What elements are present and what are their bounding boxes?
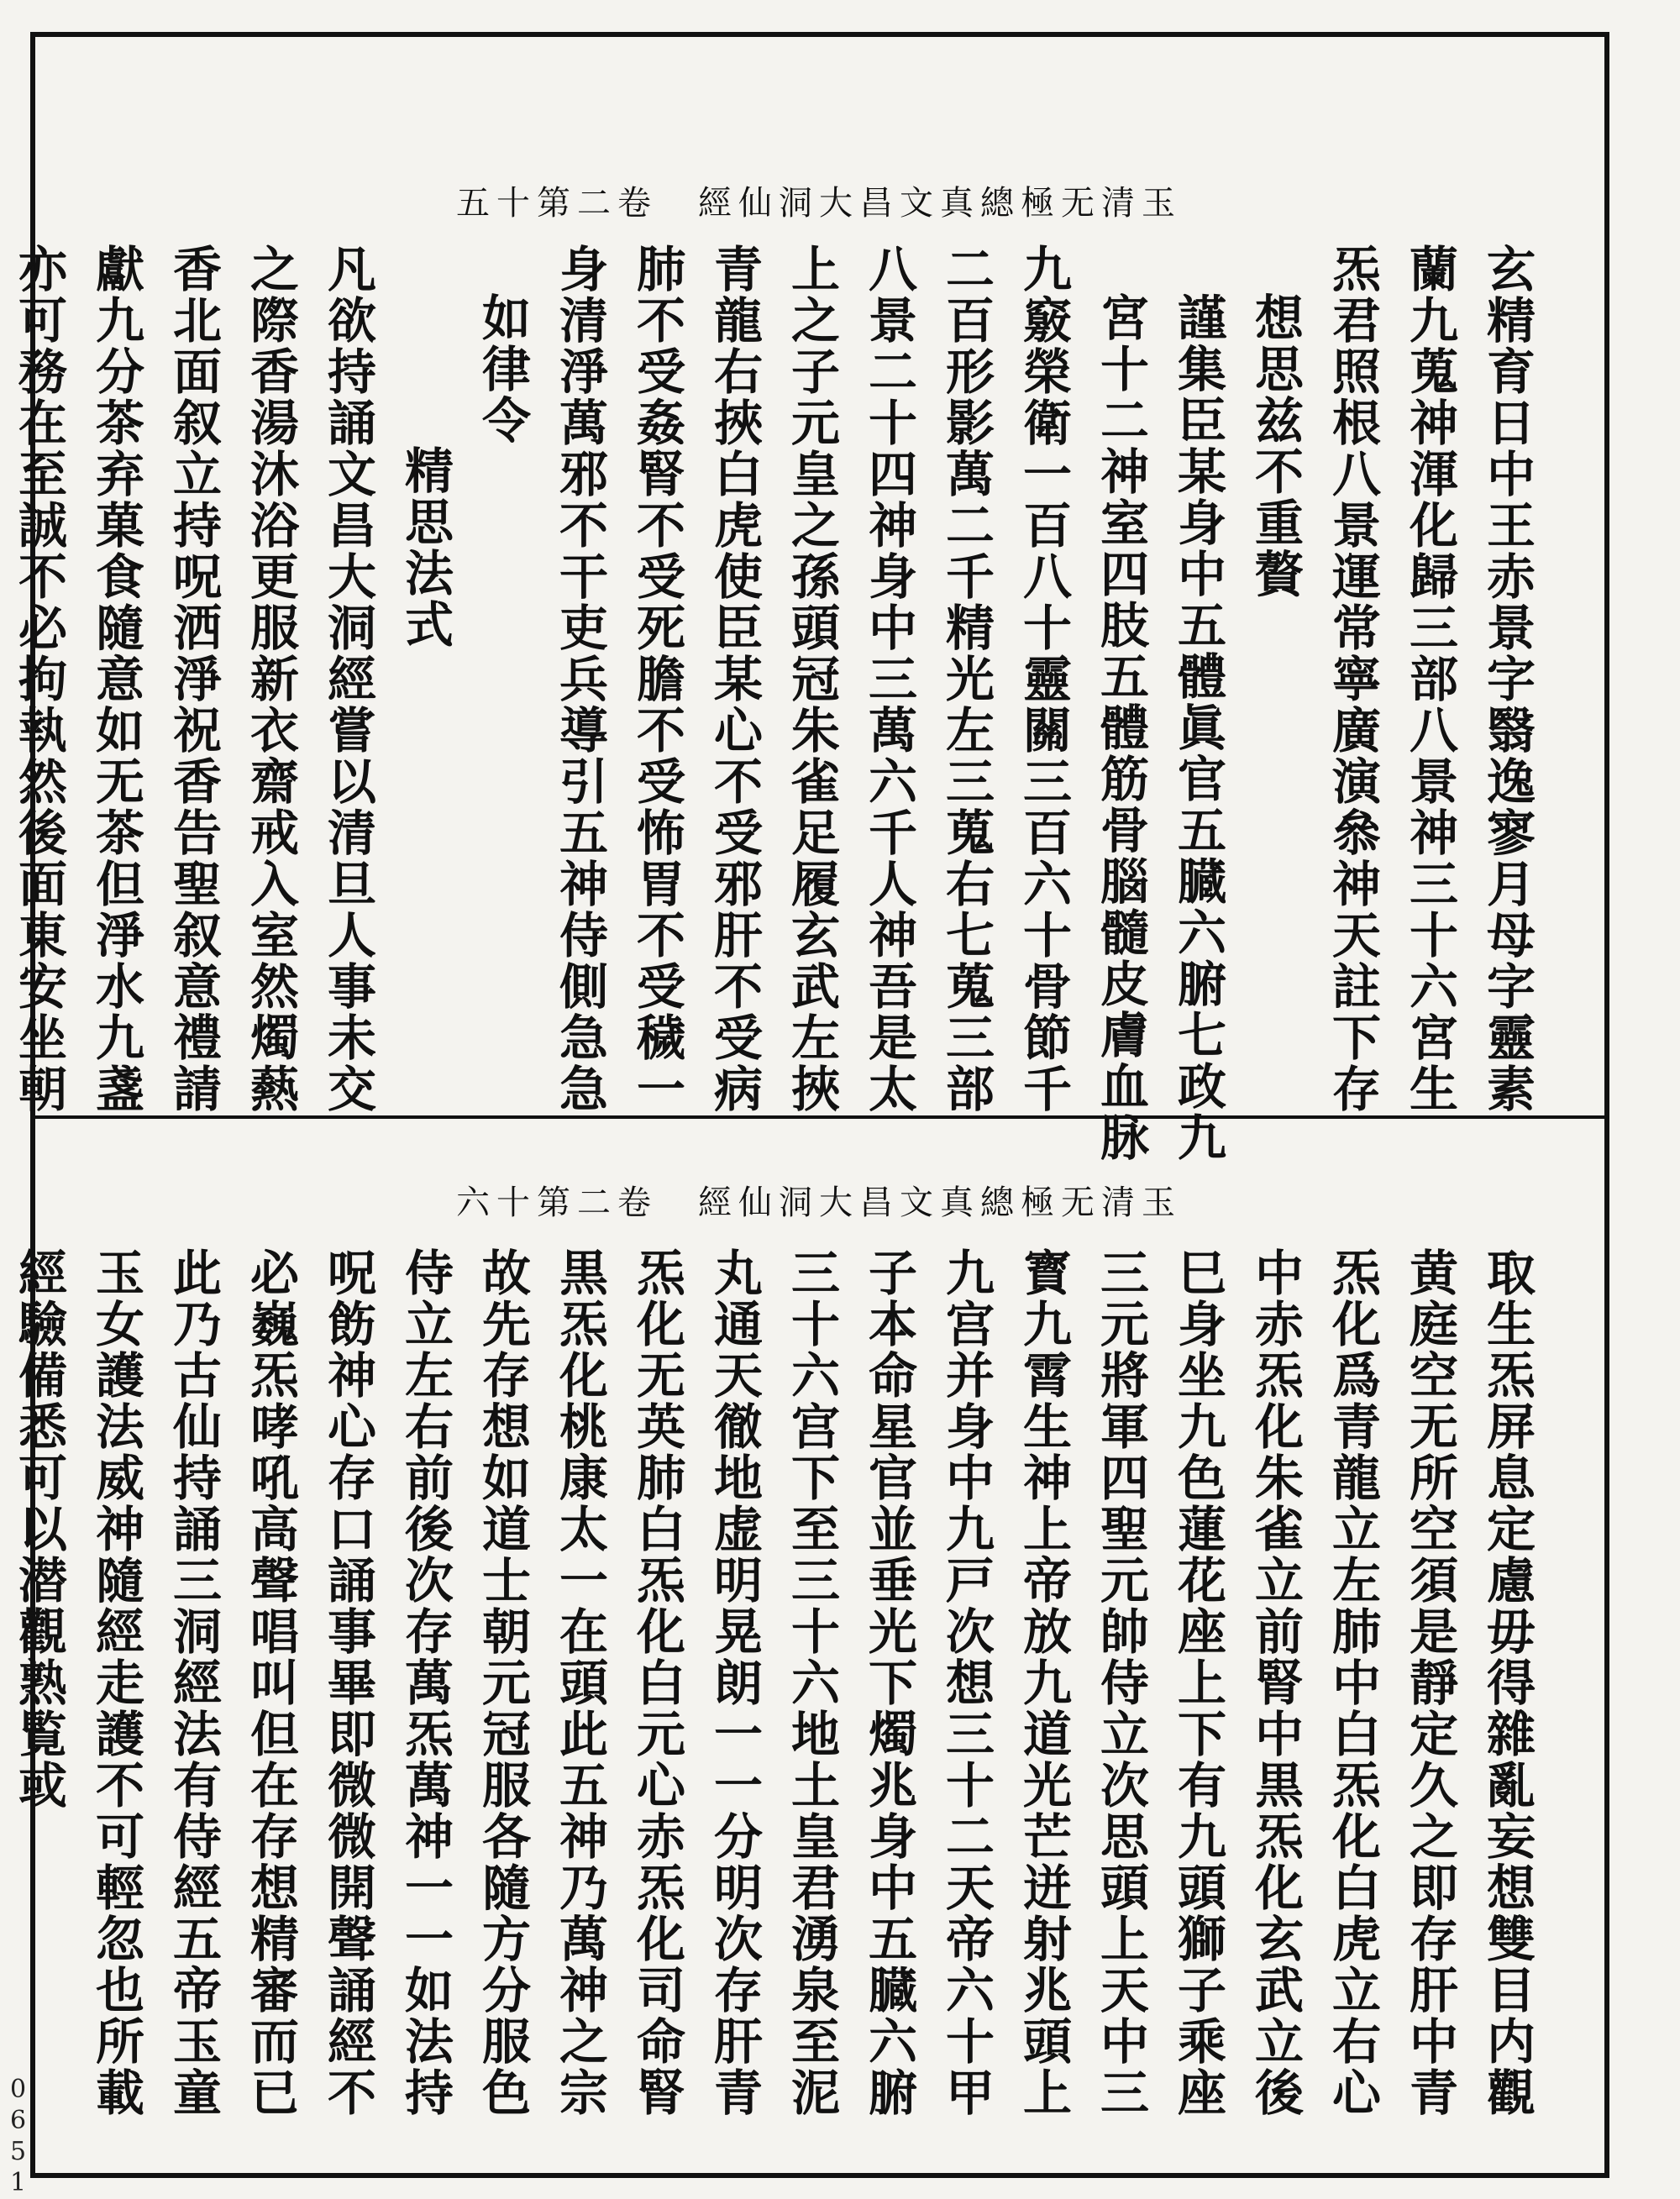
text-column: 此乃古仙持誦三洞經法有侍經五帝玉童: [165, 1247, 222, 2118]
text-column: 子本命星官並垂光下燭兆身中五臓六腑: [860, 1247, 917, 2118]
text-column: 香北面叙立持呪洒淨祝香告聖叙意禮請: [165, 244, 222, 1115]
text-column: 宮十二神室四肢五體筋骨腦髓皮膚血脉: [1092, 292, 1149, 1163]
text-column: 三元將軍四聖元帥侍立次思頭上天中三: [1092, 1247, 1149, 2118]
text-column: 炁化爲青龍立左肺中白炁化白虎立右心: [1324, 1247, 1381, 2118]
text-column: 炁化无英肺白炁化白元心赤炁化司命腎: [628, 1247, 685, 2118]
text-column: 經驗備悉可以潜觀熟覧或: [10, 1247, 67, 1811]
section-heading: 精思法式: [396, 445, 454, 650]
text-column: 寳九霄生神上帝放九道光芒迸射兆頭上: [1015, 1247, 1072, 2118]
text-column: 九宫并身中九戸次想三十二天帝六十甲: [937, 1247, 995, 2118]
text-column: 想思兹不重贅: [1247, 292, 1304, 600]
text-column: 青龍右挾白虎使臣某心不受邪肝不受病: [706, 244, 763, 1115]
text-column: 亦可務在至誠不必拘執然後面東安坐朝: [10, 244, 67, 1115]
text-column: 二百形影萬二千精光左三蒐右七蒐三部: [937, 244, 995, 1115]
text-column: 巳身坐九色蓮花座上下有九頭獅子乘座: [1169, 1247, 1226, 2118]
text-column: 之際香湯沐浴更服新衣齋戒入室然燭爇: [242, 244, 299, 1115]
bottom-page-text: [0, 1247, 1546, 2118]
text-column: 黄庭空无所空須是靜定久之即存肝中青: [1401, 1247, 1458, 2118]
top-page: [10, 50, 1588, 1163]
text-column: 蘭九蒐神渾化歸三部八景神三十六宮生: [1401, 244, 1458, 1115]
text-column: 肺不受姦腎不受死膽不受怖胃不受穢一: [628, 244, 685, 1115]
text-column: 侍立左右前後次存萬炁萬神一一如法持: [396, 1247, 454, 2118]
text-column: 三十六宫下至三十六地土皇君湧泉至泥: [783, 1247, 840, 2118]
text-column: 八景二十四神身中三萬六千人神吾是太: [860, 244, 917, 1115]
bottom-page-header: 玉清无極總真文昌大洞仙經 卷二第十六: [456, 1183, 1182, 1222]
page-number: 0651: [3, 2075, 33, 2199]
text-column: 謹集臣某身中五體眞官五臓六腑七政九: [1169, 292, 1226, 1163]
top-page-header: 玉清无極總真文昌大洞仙經 卷二第十五: [456, 184, 1182, 223]
text-column: 上之子元皇之孫頭冠朱雀足履玄武左挾: [783, 244, 840, 1115]
text-column: 必巍炁哮吼高聲唱叫但在存想精審而已: [242, 1247, 299, 2118]
text-column: 取生炁屏息定慮毋得雜亂妄想雙目内觀: [1478, 1247, 1536, 2118]
text-column: 玄精育日中王赤景字翳逸寥月母字靈素: [1478, 244, 1536, 1115]
text-column: 中赤炁化朱雀立前腎中黒炁化玄武立後: [1247, 1247, 1304, 2118]
text-column: 凡欲持誦文昌大洞經嘗以清旦人事未交: [319, 244, 376, 1115]
text-column: 九竅榮衛一百八十靈關三百六十骨節千: [1015, 244, 1072, 1115]
text-column: 黒炁化桃康太一在頭此五神乃萬神之宗: [551, 1247, 608, 2118]
text-column: 故先存想如道士朝元冠服各隨方分服色: [474, 1247, 531, 2118]
text-column: 玉女護法威神隨經走護不可輕忽也所載: [87, 1247, 144, 2118]
text-column: 炁君照根八景運常寧廣演叅神天註下存: [1324, 244, 1381, 1115]
text-column: 如律令: [474, 292, 531, 446]
text-column: 身清淨萬邪不干吏兵導引五神侍側急急: [551, 244, 608, 1115]
text-column: 丸通天徹地虚明晃朗一一分明次存肝青: [706, 1247, 763, 2118]
text-column: 獻九分茶弃菓食隨意如无茶但淨水九盞: [87, 244, 144, 1115]
text-column: 呪飭神心存口誦事畢即微微開聲誦經不: [319, 1247, 376, 2118]
